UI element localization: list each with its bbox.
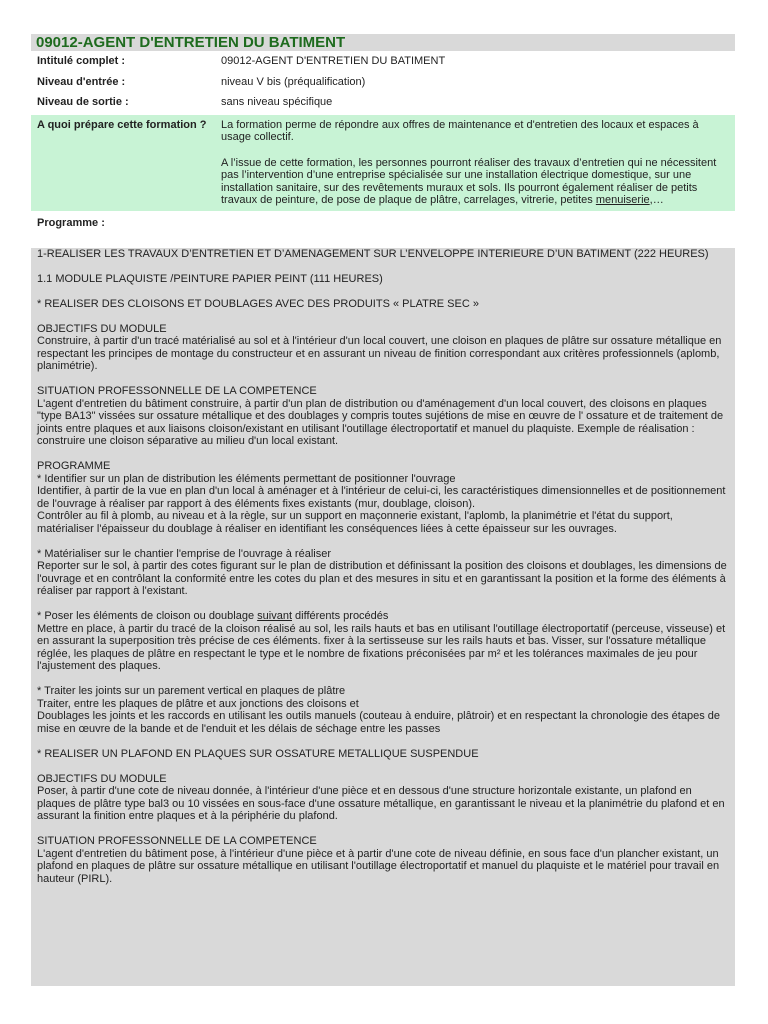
programme-line: * Traiter les joints sur un parement vertical en plaques de plâtre — [37, 685, 346, 697]
programme-paragraph — [37, 685, 729, 735]
programme-paragraph — [37, 835, 729, 885]
programme-content — [31, 248, 735, 986]
programme-line: différents procédés — [292, 610, 389, 622]
prepare-paragraph: La formation perme de répondre aux offres de maintenance et d'entretien des locaux et espaces à usage collectif. — [221, 118, 699, 143]
programme-paragraph — [37, 385, 729, 448]
programme-paragraph: * REALISER DES CLOISONS ET DOUBLAGES AVEC DES PRODUITS « PLATRE SEC » — [37, 297, 479, 310]
prepare-text-end: ,… — [649, 194, 664, 206]
section-heading: OBJECTIFS DU MODULE — [37, 322, 167, 335]
suivant-link[interactable]: suivant — [257, 610, 292, 622]
programme-paragraph — [37, 548, 729, 598]
info-value: sans niveau spécifique — [221, 96, 333, 108]
section-heading: PROGRAMME — [37, 460, 111, 472]
info-value — [215, 115, 735, 211]
programme-line: Identifier, à partir de la vue en plan d'un local à aménager et à l'intérieur de celui-ci, les caractéristiques dimensionnelles et de positionnement de l'ouvrage à réaliser par rapport à des éléments fixes existants (mur, doublage, cloison). — [37, 485, 726, 510]
programme-line: Mettre en place, à partir du tracé de la cloison réalisé au sol, les rails hauts et bas en utilisant l'outillage électroportatif (perceuse, visseuse) et en assurant la superposition très précise de ces éléments. fixer à la sertisseuse sur les rails hauts et bas. Visser, sur l'ossature métallique réglée, les plaques de plâtre en respectant le type et le nombre de fixations préconisées par m² et les tolérances maximales de jeu pour l'ajustement des plaques. — [37, 622, 726, 672]
programme-line: Contrôler au fil à plomb, au niveau et à la règle, sur un support en maçonnerie existant, l'aplomb, la planimétrie et l'état du support, matérialiser l'épaisseur du doublage à réaliser en identifiant les conséquences liées à cette épaisseur sur les ouvrages. — [37, 510, 673, 535]
programme-line: * Poser les éléments de cloison ou doublage — [37, 610, 258, 622]
prepare-paragraph — [221, 157, 731, 207]
programme-paragraph: 1.1 MODULE PLAQUISTE /PEINTURE PAPIER PEINT (111 HEURES) — [37, 272, 383, 285]
prepare-text: A l’issue de cette formation, les personnes pourront réaliser des travaux d’entretien qui ne nécessitent pas l’intervention d’une entreprise spécialisée sur une installation électrique domestique, sur une installation sanitaire, sur des revêtements muraux et sols. Ils pourront également réaliser de petits travaux de peinture, de pose de plaque de plâtre, carrelages, vitrerie, petites — [221, 156, 717, 206]
section-body: L'agent d'entretien du bâtiment construire, à partir d'un plan de distribution ou d'aménagement d'un local couvert, des cloisons en plaques "type BA13" vissées sur ossature métallique et des doublages y compris toutes sujétions de mise en œuvre de l' ossature et de traitement de joints entre plaques et aux liaisons cloison/existant en utilisant l'outillage électroportatif et manuel du plaquiste. Exemple de réalisation : construire une cloison séparative au milieu d'un local existant. — [37, 397, 724, 447]
section-heading: SITUATION PROFESSONNELLE DE LA COMPETENCE — [37, 835, 317, 847]
programme-paragraph — [37, 610, 729, 673]
section-body: Construire, à partir d'un tracé matérialisé au sol et à l'intérieur d'un local couvert, une cloison en plaques de plâtre sur ossature métallique en respectant les principes de montage du constructeur et en assurant un niveau de finition correspondant aux critères professionnels (aplomb, planimétrie). — [37, 335, 722, 372]
programme-paragraph: 1-REALISER LES TRAVAUX D’ENTRETIEN ET D’AMENAGEMENT SUR L’ENVELOPPE INTERIEURE D’UN BATIMENT (222 HEURES) — [37, 247, 709, 260]
section-body: Poser, à partir d'une cote de niveau donnée, à l'intérieur d'une pièce et en dessous d'une structure horizontale existante, un plafond en plaques de plâtre type bal3 ou 10 vissées en sous-face d'une ossature métallique, en garantissant le niveau et la planimétrie du plafond et en assurant la finition entre plaques et à la périphérie du plafond. — [37, 785, 725, 822]
section-heading: SITUATION PROFESSONNELLE DE LA COMPETENCE — [37, 385, 317, 397]
info-row-niveau-sortie — [31, 92, 735, 113]
info-row-intitule — [31, 51, 735, 72]
info-row-prepare — [31, 115, 735, 211]
info-label: Intitulé complet : — [37, 55, 125, 67]
programme-line: Doublages les joints et les raccords en utilisant les outils manuels (couteau à enduire, plâtroir) et en respectant la chronologie des étapes de mise en œuvre de la bande et de l'enduit et les délais de séchage entre les passes — [37, 710, 721, 735]
programme-paragraph — [37, 460, 729, 535]
info-value: 09012-AGENT D'ENTRETIEN DU BATIMENT — [221, 55, 446, 67]
info-label: Niveau d'entrée : — [37, 75, 126, 88]
programme-line: Traiter, entre les plaques de plâtre et aux jonctions des cloisons et — [37, 697, 359, 710]
programme-line: * Matérialiser sur le chantier l'emprise de l'ouvrage à réaliser — [37, 547, 331, 560]
programme-line: Reporter sur le sol, à partir des cotes figurant sur le plan de distribution et définissant la position des cloisons et doublages, les dimensions de l'ouvrage et en contrôlant la conformité entre les cotes du plan et des mesures in situ et en garantissant la position et la forme des éléments à réaliser par rapport à l'existant. — [37, 560, 727, 597]
programme-line: * Identifier sur un plan de distribution les éléments permettant de positionner l'ouvrage — [37, 472, 456, 485]
info-label: Niveau de sortie : — [37, 96, 129, 108]
programme-paragraph: * REALISER UN PLAFOND EN PLAQUES SUR OSSATURE METALLIQUE SUSPENDUE — [37, 747, 479, 760]
info-value: niveau V bis (préqualification) — [221, 75, 366, 88]
section-body: L'agent d'entretien du bâtiment pose, à l'intérieur d'une pièce et à partir d'une cote de niveau définie, en sous face d'un plancher existant, un plafond en plaques de plâtre sur ossature métallique en utilisant l'outillage électroportatif et manuel du plaquiste et le matériel pour travail en hauteur (PIRL). — [37, 847, 720, 885]
page-title: 09012-AGENT D'ENTRETIEN DU BATIMENT — [31, 34, 735, 51]
menuiserie-link[interactable]: menuiserie — [595, 194, 650, 206]
section-heading: OBJECTIFS DU MODULE — [37, 772, 167, 785]
programme-paragraph — [37, 773, 729, 823]
document — [31, 34, 735, 986]
info-label: A quoi prépare cette formation ? — [37, 118, 207, 131]
programme-paragraph — [37, 323, 729, 373]
programme-heading: Programme : — [37, 216, 105, 229]
info-row-niveau-entree — [31, 72, 735, 93]
